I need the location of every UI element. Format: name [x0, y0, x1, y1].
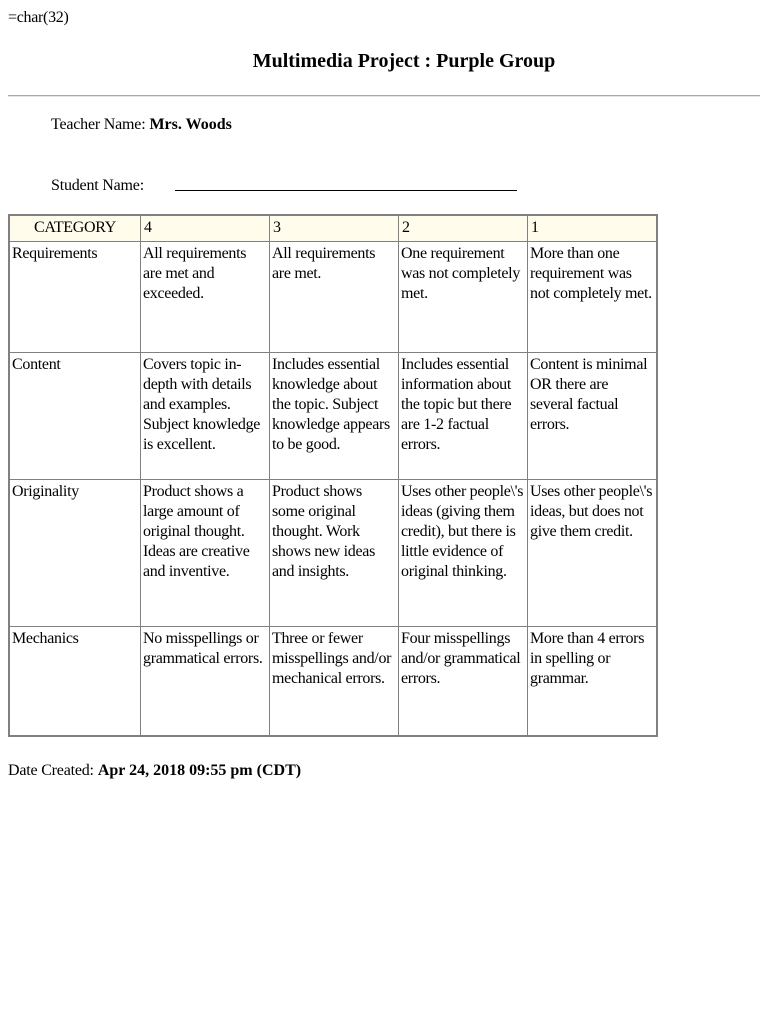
- horizontal-divider: [8, 95, 760, 97]
- table-cell: Product shows some original thought. Work shows new ideas and insights.: [270, 480, 399, 627]
- table-cell: Includes essential information about the topic but there are 1-2 factual errors.: [399, 353, 528, 480]
- teacher-name-row: [51, 116, 232, 134]
- table-cell: More than 4 errors in spelling or grammar.: [528, 627, 658, 737]
- teacher-name-value: Mrs. Woods: [149, 116, 232, 133]
- row-category: Content: [9, 353, 141, 480]
- page-title: Multimedia Project : Purple Group: [252, 50, 556, 72]
- table-row: [9, 353, 657, 480]
- table-cell: Four misspellings and/or grammatical errors.: [399, 627, 528, 737]
- student-name-label: Student Name:: [51, 177, 144, 194]
- table-cell: All requirements are met and exceeded.: [141, 242, 270, 353]
- rubric-table: [8, 214, 658, 737]
- student-name-blank-line: [175, 190, 517, 191]
- teacher-name-label: Teacher Name:: [51, 116, 146, 133]
- table-cell: Content is minimal OR there are several factual errors.: [528, 353, 658, 480]
- table-cell: One requirement was not completely met.: [399, 242, 528, 353]
- table-cell: Includes essential knowledge about the topic. Subject knowledge appears to be good.: [270, 353, 399, 480]
- rubric-header-row: [9, 215, 657, 242]
- date-created-label: Date Created:: [8, 762, 94, 779]
- table-cell: Three or fewer misspellings and/or mechanical errors.: [270, 627, 399, 737]
- table-row: [9, 480, 657, 627]
- row-category: Mechanics: [9, 627, 141, 737]
- date-created-row: [8, 762, 301, 780]
- header-score-2: 2: [399, 215, 528, 242]
- date-created-value: Apr 24, 2018 09:55 pm (CDT): [97, 762, 302, 779]
- table-cell: No misspellings or grammatical errors.: [141, 627, 270, 737]
- header-score-4: 4: [141, 215, 270, 242]
- table-cell: Uses other people\'s ideas, but does not give them credit.: [528, 480, 658, 627]
- row-category: Requirements: [9, 242, 141, 353]
- header-category: CATEGORY: [9, 215, 141, 242]
- table-cell: Uses other people\'s ideas (giving them credit), but there is little evidence of original thinking.: [399, 480, 528, 627]
- header-score-1: 1: [528, 215, 658, 242]
- formula-text: =char(32): [8, 9, 69, 26]
- student-name-row: [51, 177, 144, 195]
- table-cell: Covers topic in-depth with details and examples. Subject knowledge is excellent.: [141, 353, 270, 480]
- table-cell: Product shows a large amount of original thought. Ideas are creative and inventive.: [141, 480, 270, 627]
- table-row: [9, 627, 657, 737]
- row-category: Originality: [9, 480, 141, 627]
- table-cell: All requirements are met.: [270, 242, 399, 353]
- table-cell: More than one requirement was not completely met.: [528, 242, 658, 353]
- header-score-3: 3: [270, 215, 399, 242]
- table-row: [9, 242, 657, 353]
